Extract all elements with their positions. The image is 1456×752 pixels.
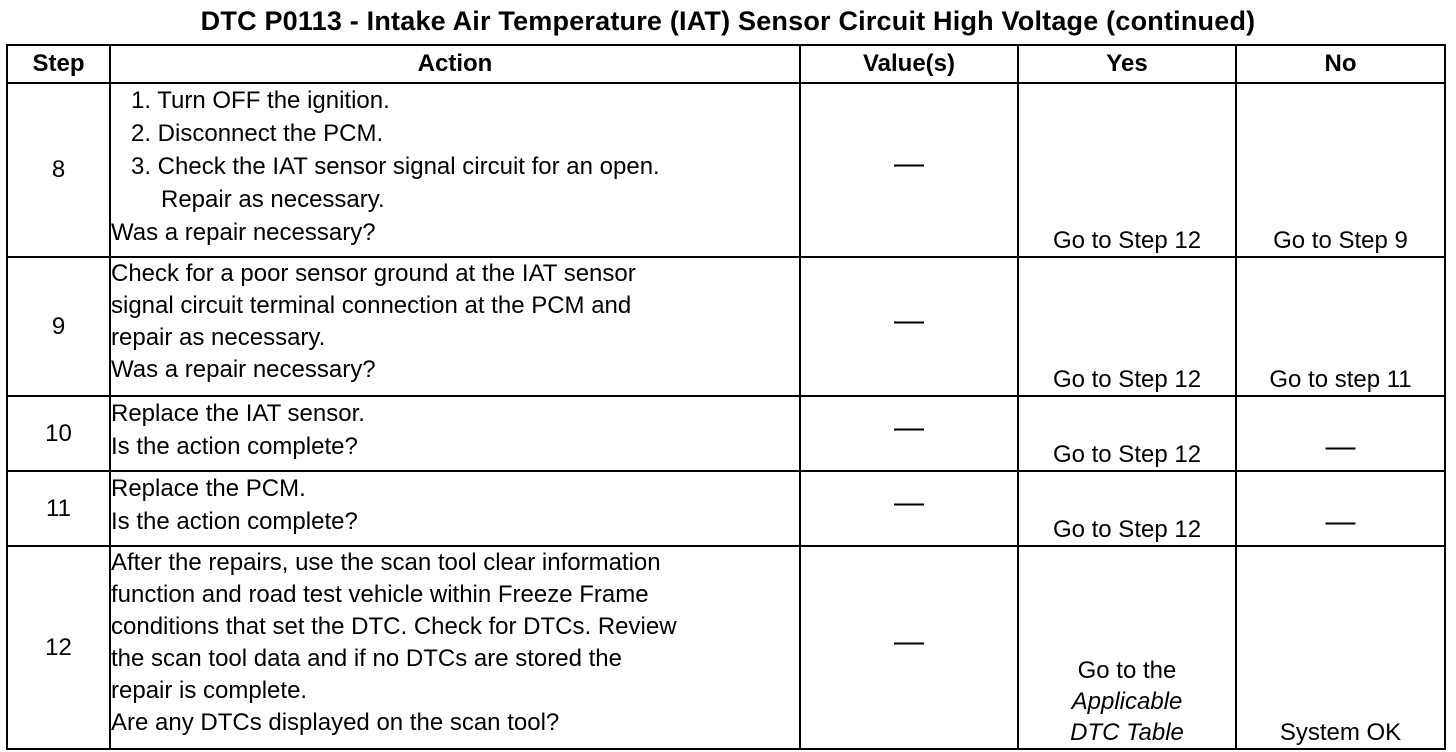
yes-cell bbox=[1018, 546, 1236, 749]
action-line: the scan tool data and if no DTCs are stored the bbox=[111, 645, 622, 672]
value-cell: — bbox=[800, 257, 1018, 396]
action-cell bbox=[110, 471, 800, 546]
no-cell: — bbox=[1236, 396, 1445, 471]
yes-cell: Go to Step 12 bbox=[1018, 471, 1236, 546]
step-number: 8 bbox=[7, 83, 110, 257]
no-cell: System OK bbox=[1236, 546, 1445, 749]
action-line: conditions that set the DTC. Check for DTCs. Review bbox=[111, 613, 677, 640]
action-cell bbox=[110, 546, 800, 749]
action-line: repair as necessary. bbox=[111, 324, 326, 351]
table-row-step-10 bbox=[7, 396, 1445, 471]
value-cell: — bbox=[800, 83, 1018, 257]
action-line: function and road test vehicle within Freeze Frame bbox=[111, 581, 649, 608]
action-question: Was a repair necessary? bbox=[111, 219, 376, 246]
action-item: 1. Turn OFF the ignition. bbox=[131, 87, 390, 114]
step-number: 9 bbox=[7, 257, 110, 396]
yes-line: Go to the bbox=[1077, 657, 1177, 684]
action-question: Are any DTCs displayed on the scan tool? bbox=[111, 709, 560, 736]
header-values: Value(s) bbox=[800, 45, 1018, 83]
value-cell: — bbox=[800, 546, 1018, 749]
value-cell: — bbox=[800, 471, 1018, 546]
header-yes: Yes bbox=[1018, 45, 1236, 83]
no-cell: — bbox=[1236, 471, 1445, 546]
action-line: Replace the PCM. bbox=[111, 475, 306, 502]
header-row bbox=[7, 45, 1445, 83]
dtc-table bbox=[6, 44, 1446, 750]
action-cell bbox=[110, 396, 800, 471]
table-row-step-12 bbox=[7, 546, 1445, 749]
header-action: Action bbox=[110, 45, 800, 83]
yes-cell: Go to Step 12 bbox=[1018, 83, 1236, 257]
action-line: After the repairs, use the scan tool clear information bbox=[111, 549, 661, 576]
page-title: DTC P0113 - Intake Air Temperature (IAT) Sensor Circuit High Voltage (continued) bbox=[200, 6, 1256, 36]
action-line: Replace the IAT sensor. bbox=[111, 400, 365, 427]
no-cell: Go to Step 9 bbox=[1236, 83, 1445, 257]
action-item-continuation: Repair as necessary. bbox=[161, 186, 385, 213]
action-line: signal circuit terminal connection at the PCM and bbox=[111, 292, 632, 319]
action-line: Check for a poor sensor ground at the IAT sensor bbox=[111, 260, 636, 287]
action-cell bbox=[110, 257, 800, 396]
value-cell: — bbox=[800, 396, 1018, 471]
action-line: repair is complete. bbox=[111, 677, 308, 704]
yes-line-italic: DTC Table bbox=[1070, 719, 1184, 746]
action-item: 3. Check the IAT sensor signal circuit for an open. bbox=[131, 153, 660, 180]
no-cell: Go to step 11 bbox=[1236, 257, 1445, 396]
step-number: 11 bbox=[7, 471, 110, 546]
action-question: Is the action complete? bbox=[111, 433, 358, 460]
step-number: 12 bbox=[7, 546, 110, 749]
action-question: Is the action complete? bbox=[111, 508, 358, 535]
action-item: 2. Disconnect the PCM. bbox=[131, 120, 384, 147]
table-row-step-8 bbox=[7, 83, 1445, 257]
header-no: No bbox=[1236, 45, 1445, 83]
table-row-step-11 bbox=[7, 471, 1445, 546]
yes-cell: Go to Step 12 bbox=[1018, 396, 1236, 471]
yes-line-italic: Applicable bbox=[1071, 688, 1183, 715]
action-cell bbox=[110, 83, 800, 257]
table-row-step-9 bbox=[7, 257, 1445, 396]
yes-cell: Go to Step 12 bbox=[1018, 257, 1236, 396]
action-question: Was a repair necessary? bbox=[111, 356, 376, 383]
step-number: 10 bbox=[7, 396, 110, 471]
header-step: Step bbox=[7, 45, 110, 83]
